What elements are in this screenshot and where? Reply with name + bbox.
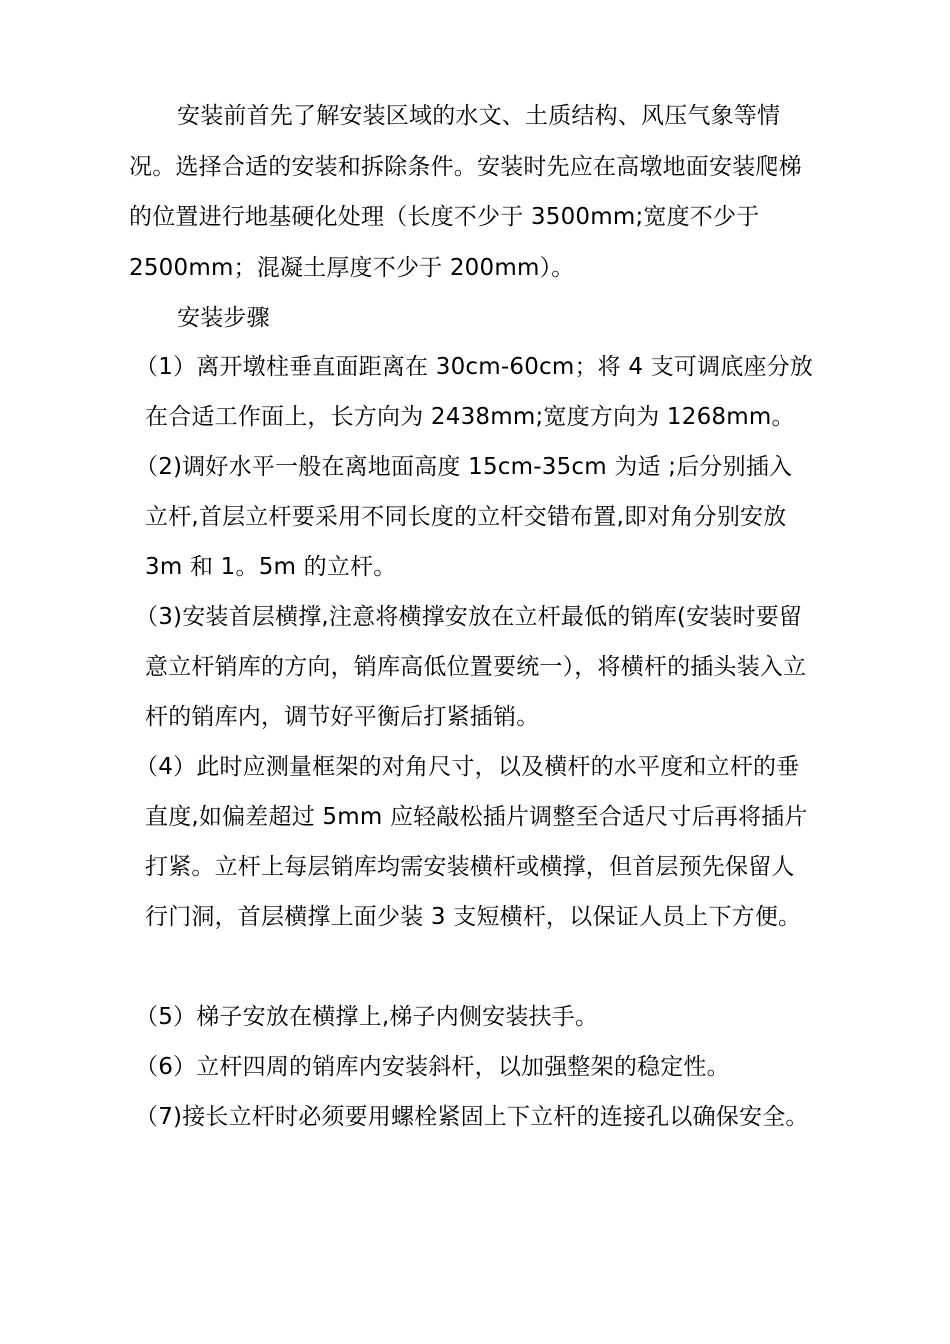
step-item-4: （4）此时应测量框架的对角尺寸，以及横杆的水平度和立杆的垂直度,如偏差超过 5mm 应轻敲松插片调整至合适尺寸后再将插片打紧。立杆上每层销库均需安装横杆或横撑，但首层预先保留人行门洞，首层横撑上面少装 3 支短横杆，以保证人员上下方便。 (135, 754, 808, 930)
step-item-6: （6）立杆四周的销库内安装斜杆，以加强整架的稳定性。 (135, 1054, 730, 1080)
intro-paragraph: 安装前首先了解安装区域的水文、土质结构、风压气象等情况。选择合适的安装和拆除条件。安装时先应在高墩地面安装爬梯的位置进行地基硬化处理（长度不少于 3500mm;宽度不少于 2500mm；混凝土厚度不少于 200mm）。 (129, 103, 802, 281)
step-item-2: （2)调好水平一般在离地面高度 15cm-35cm 为适 ;后分别插入立杆,首层立杆要采用不同长度的立杆交错布置,即对角分别安放 3m 和 1。5m 的立杆。 (135, 454, 793, 580)
section-heading: 安装步骤 (177, 305, 270, 331)
step-item-1: （1）离开墩柱垂直面距离在 30cm-60cm；将 4 支可调底座分放在合适工作面上，长方向为 2438mm;宽度方向为 1268mm。 (135, 354, 814, 430)
step-item-5: （5）梯子安放在横撑上,梯子内侧安装扶手。 (135, 1004, 599, 1030)
step-item-3: （3)安装首层横撑,注意将横撑安放在立杆最低的销库(安装时要留意立杆销库的方向，销库高低位置要统一），将横杆的插头装入立杆的销库内，调节好平衡后打紧插销。 (135, 604, 807, 730)
step-item-7: （7)接长立杆时必须要用螺栓紧固上下立杆的连接孔以确保安全。 (135, 1104, 809, 1130)
